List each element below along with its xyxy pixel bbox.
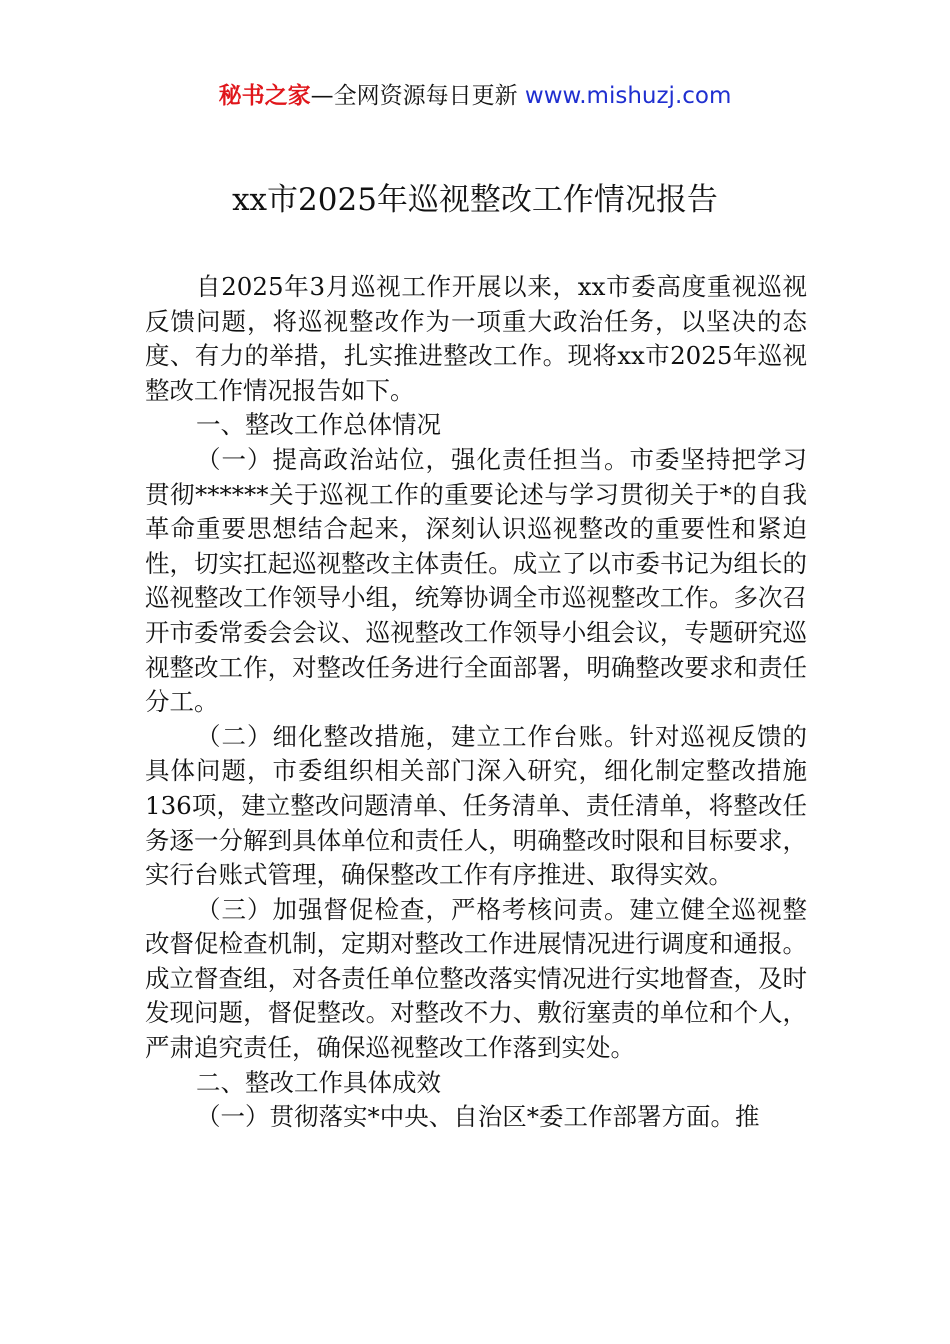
section-2-heading: 二、整改工作具体成效 — [196, 1067, 441, 1097]
banner-tagline: —全网资源每日更新 — [310, 83, 518, 109]
section-1-heading: 一、整改工作总体情况 — [196, 410, 441, 440]
section-1-paragraph-1: （一）提高政治站位，强化责任担当。市委坚持把学习贯彻******关于巡视工作的重要论述与学习贯彻关于*的自我革命重要思想结合起来，深刻认识巡视整改的重要性和紧迫性，切实扛起巡视整改主体责任。成立了以市委书记为组长的巡视整改工作领导小组，统筹协调全市巡视整改工作。多次召开市委常委会会议、巡视整改工作领导小组会议，专题研究巡视整改工作，对整改任务进行全面部署，明确整改要求和责任分工。 — [145, 444, 807, 717]
banner-url-link[interactable]: www.mishuzj.com — [524, 83, 732, 109]
section-1-paragraph-3: （三）加强督促检查，严格考核问责。建立健全巡视整改督促检查机制，定期对整改工作进展情况进行调度和通报。成立督查组，对各责任单位整改落实情况进行实地督查，及时发现问题，督促整改。对整改不力、敷衍塞责的单位和个人，严肃追究责任，确保巡视整改工作落到实处。 — [145, 894, 807, 1063]
site-banner — [0, 80, 950, 112]
banner-brand: 秘书之家 — [218, 83, 311, 109]
page-title: xx市2025年巡视整改工作情况报告 — [232, 182, 718, 218]
section-2-paragraph-1: （一）贯彻落实*中央、自治区*委工作部署方面。推 — [196, 1102, 760, 1132]
intro-paragraph: 自2025年3月巡视工作开展以来，xx市委高度重视巡视反馈问题，将巡视整改作为一项重大政治任务，以坚决的态度、有力的举措，扎实推进整改工作。现将xx市2025年巡视整改工作情况报告如下。 — [145, 272, 807, 405]
section-1-paragraph-2: （二）细化整改措施，建立工作台账。针对巡视反馈的具体问题，市委组织相关部门深入研究，细化制定整改措施136项，建立整改问题清单、任务清单、责任清单，将整改任务逐一分解到具体单位和责任人，明确整改时限和目标要求，实行台账式管理，确保整改工作有序推进、取得实效。 — [145, 721, 807, 890]
document-body — [145, 270, 807, 1135]
